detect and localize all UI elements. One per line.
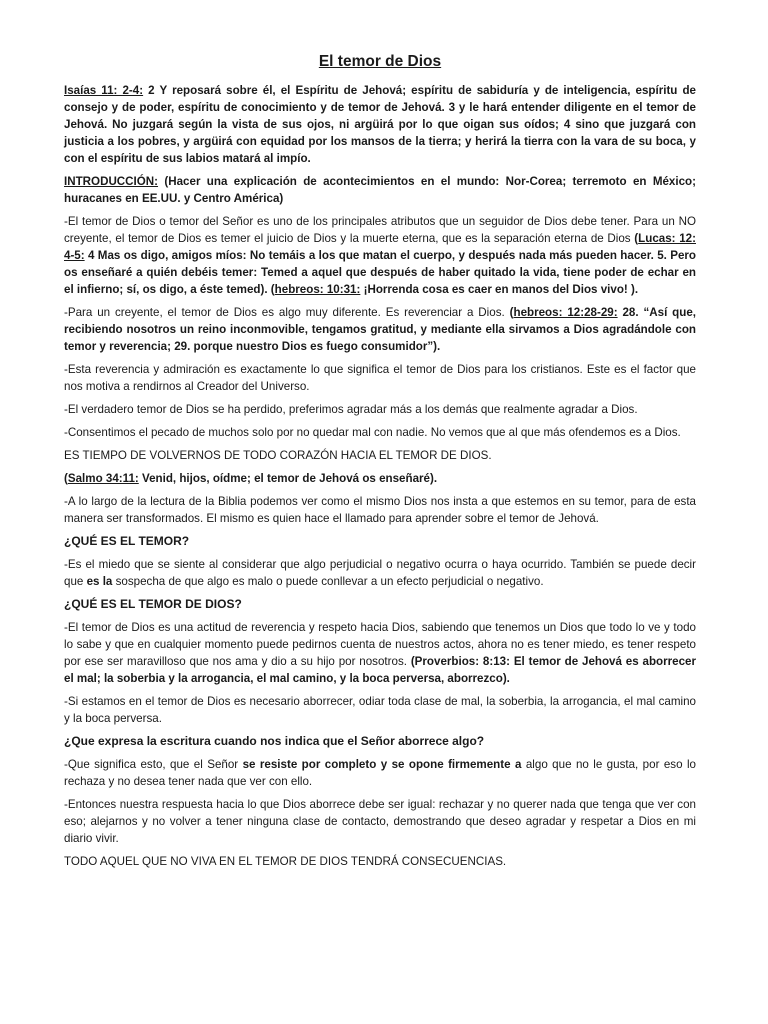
scripture-quote: 4 Mas os digo, amigos míos: No temáis a los que matan el cuerpo, y después nada más pueden hacer. 5. Pero os enseñaré a quién debéis temer: Temed a aquel que después de haber quitado la vida, tiene poder de echar en el infierno; sí, os digo, a éste temed). ( xyxy=(64,249,696,296)
paragraph-text: sospecha de que algo es malo o puede conllevar a un efecto perjudicial o negativo. xyxy=(112,575,544,588)
document-page xyxy=(64,52,696,876)
emphasis-text: se resiste por completo y se opone firmemente a xyxy=(242,758,522,771)
paragraph-creyente xyxy=(64,304,696,355)
scripture-quote: Venid, hijos, oídme; el temor de Jehová os enseñaré). xyxy=(138,472,438,485)
section-heading-escritura: ¿Que expresa la escritura cuando nos indica que el Señor aborrece algo? xyxy=(64,734,485,748)
scripture-text: 2 Y reposará sobre él, el Espíritu de Jehová; espíritu de sabiduría y de inteligencia, espíritu de consejo y de poder, espíritu de conocimiento y de temor de Jehová. 3 y le hará entender diligente en el temor de Jehová. No juzgará según la vista de sus ojos, ni argüirá por lo que oigan sus oídos; 4 sino que juzgará con justicia a los pobres, y argüirá con equidad por los mansos de la tierra; y herirá la tierra con la vara de su boca, y con el espíritu de sus labios matará al impío. xyxy=(64,84,696,165)
paragraph-significa xyxy=(64,756,696,790)
paren-open: ( xyxy=(64,472,68,485)
introduccion-label: INTRODUCCIÓN: xyxy=(64,175,159,188)
paragraph-consentimos: -Consentimos el pecado de muchos solo por no quedar mal con nadie. No vemos que al que más ofendemos es a Dios. xyxy=(64,426,681,439)
paragraph-aborrecer: -Si estamos en el temor de Dios es necesario aborrecer, odiar toda clase de mal, la soberbia, la arrogancia, el mal camino y la boca perversa. xyxy=(64,695,696,725)
intro-scripture-paragraph xyxy=(64,82,696,167)
paragraph-salmo xyxy=(64,470,696,487)
paragraph-reverencia: -Esta reverencia y admiración es exactamente lo que significa el temor de Dios para los cristianos. Este es el factor que nos motiva a rendirnos al Creador del Universo. xyxy=(64,363,696,393)
paragraph-text: -Para un creyente, el temor de Dios es algo muy diferente. Es reverenciar a Dios. xyxy=(64,306,510,319)
paragraph-text: -El temor de Dios es una actitud de reverencia y respeto hacia Dios, sabiendo que tenemos un Dios que todo lo ve y todo lo sabe y que en cualquier momento puede pedirnos cuenta de nuestros actos, ahora no es tener miedo, es tener respeto por ese ser maravilloso que nos ama y dio a su hijo por nosotros. xyxy=(64,621,696,668)
scripture-quote: (Proverbios: 8:13: El temor de Jehová es aborrecer el mal; la soberbia y la arrogancia, el mal camino, y la boca perversa, aborrezco). xyxy=(64,655,696,685)
paragraph-miedo xyxy=(64,556,696,590)
scripture-reference: Isaías 11: 2-4: xyxy=(64,84,144,97)
section-heading-temor: ¿QUÉ ES EL TEMOR? xyxy=(64,534,190,548)
paren-open: ( xyxy=(634,232,639,245)
paragraph-text: -El temor de Dios o temor del Señor es uno de los principales atributos que un seguidor de Dios debe tener. Para un NO creyente, el temor de Dios es temer el juicio de Dios y la muerte eterna, que es la separación eterna de Dios xyxy=(64,215,696,245)
paragraph-perdido: -El verdadero temor de Dios se ha perdido, preferimos agradar más a los demás que realmente agradar a Dios. xyxy=(64,403,638,416)
scripture-quote: ¡Horrenda cosa es caer en manos del Dios vivo! ). xyxy=(360,283,639,296)
paragraph-respuesta: -Entonces nuestra respuesta hacia lo que Dios aborrece debe ser igual: rechazar y no querer nada que tenga que ver con eso; alejarnos y no volver a tener ninguna clase de contacto, demostrando que deseo agradar y respetar a Dios en mi diario vivir. xyxy=(64,798,696,845)
scripture-reference: hebreos: 10:31: xyxy=(274,283,361,296)
scripture-reference: Salmo 34:11: xyxy=(67,472,139,485)
scripture-reference: Lucas: 12: 4-5: xyxy=(64,232,696,262)
paragraph-text: -Que significa esto, que el Señor xyxy=(64,758,243,771)
paragraph-text: algo que no le gusta, por eso lo rechaza y no desea tener nada que ver con ello. xyxy=(64,758,696,788)
paren-open: ( xyxy=(509,306,514,319)
document-title: El temor de Dios xyxy=(318,53,442,70)
scripture-quote: 28. “Así que, recibiendo nosotros un reino inconmovible, tengamos gratitud, y mediante ella sirvamos a Dios agradándole con temor y reverencia; 29. porque nuestro Dios es fuego consumidor”). xyxy=(64,306,697,353)
introduccion-paragraph xyxy=(64,173,696,207)
paragraph-actitud xyxy=(64,619,696,687)
scripture-reference: hebreos: 12:28-29: xyxy=(513,306,618,319)
emphasis-text: es la xyxy=(86,575,113,588)
section-heading-temor-de-dios: ¿QUÉ ES EL TEMOR DE DIOS? xyxy=(64,597,242,611)
paragraph-callout: ES TIEMPO DE VOLVERNOS DE TODO CORAZÓN HACIA EL TEMOR DE DIOS. xyxy=(64,449,492,462)
paragraph-lectura: -A lo largo de la lectura de la Biblia podemos ver como el mismo Dios nos insta a que estemos en su temor, para de esta manera ser transformados. El mismo es quien hace el llamado para aprender sobre el temor de Jehová. xyxy=(64,495,696,525)
paragraph-consecuencias: TODO AQUEL QUE NO VIVA EN EL TEMOR DE DIOS TENDRÁ CONSECUENCIAS. xyxy=(64,855,507,868)
introduccion-text: (Hacer una explicación de acontecimientos en el mundo: Nor-Corea; terremoto en México; huracanes en EE.UU. y Centro América) xyxy=(64,175,696,205)
paragraph-text: -Es el miedo que se siente al considerar que algo perjudicial o negativo ocurra o haya ocurrido. También se puede decir que xyxy=(64,558,696,588)
paragraph-no-creyente xyxy=(64,213,696,298)
